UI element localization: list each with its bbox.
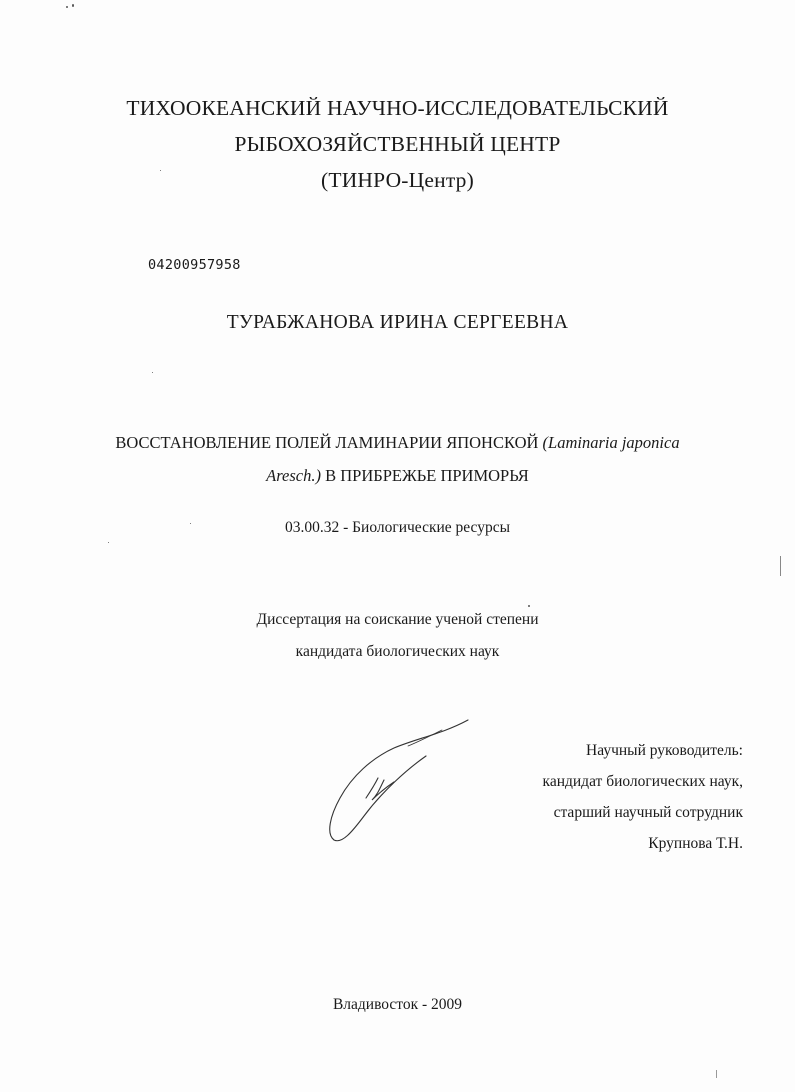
author-name: ТУРАБЖАНОВА ИРИНА СЕРГЕЕВНА [226, 312, 569, 333]
supervisor-name: Крупнова Т.Н. [648, 835, 743, 852]
thesis-title-latin-1: (Laminaria japonica [542, 433, 680, 452]
scan-speck [528, 605, 530, 607]
signature-image [322, 716, 472, 844]
scan-speck [160, 170, 161, 171]
document-code: 04200957958 [148, 257, 241, 273]
org-name-line-3: (ТИНРО-Центр) [321, 168, 474, 192]
scan-speck [108, 542, 109, 543]
scan-speck [190, 523, 191, 524]
thesis-title-text-2: В ПРИБРЕЖЬЕ ПРИМОРЬЯ [325, 466, 529, 485]
thesis-title-latin-2: Aresch.) [266, 466, 321, 485]
supervisor-label: Научный руководитель: [586, 742, 743, 759]
degree-line-1: Диссертация на соискание ученой степени [256, 611, 539, 628]
scan-edge-mark [716, 1070, 717, 1078]
place-and-year: Владивосток - 2009 [332, 996, 463, 1013]
org-name-line-1: ТИХООКЕАНСКИЙ НАУЧНО-ИССЛЕДОВАТЕЛЬСКИЙ [126, 96, 669, 120]
degree-line-2: кандидата биологических наук [295, 643, 500, 660]
scan-speck [66, 6, 68, 8]
thesis-title-line-1 [0, 433, 795, 453]
scan-speck [72, 4, 74, 7]
org-name-line-2: РЫБОХОЗЯЙСТВЕННЫЙ ЦЕНТР [234, 132, 561, 156]
scan-speck [152, 372, 153, 373]
scan-edge-mark [780, 556, 781, 576]
thesis-title-text-1: ВОССТАНОВЛЕНИЕ ПОЛЕЙ ЛАМИНАРИИ ЯПОНСКОЙ [115, 433, 539, 452]
specialty-code: 03.00.32 - Биологические ресурсы [284, 519, 511, 536]
thesis-title-line-2 [0, 466, 795, 486]
supervisor-position: старший научный сотрудник [553, 804, 743, 821]
supervisor-degree: кандидат биологических наук, [542, 773, 743, 790]
